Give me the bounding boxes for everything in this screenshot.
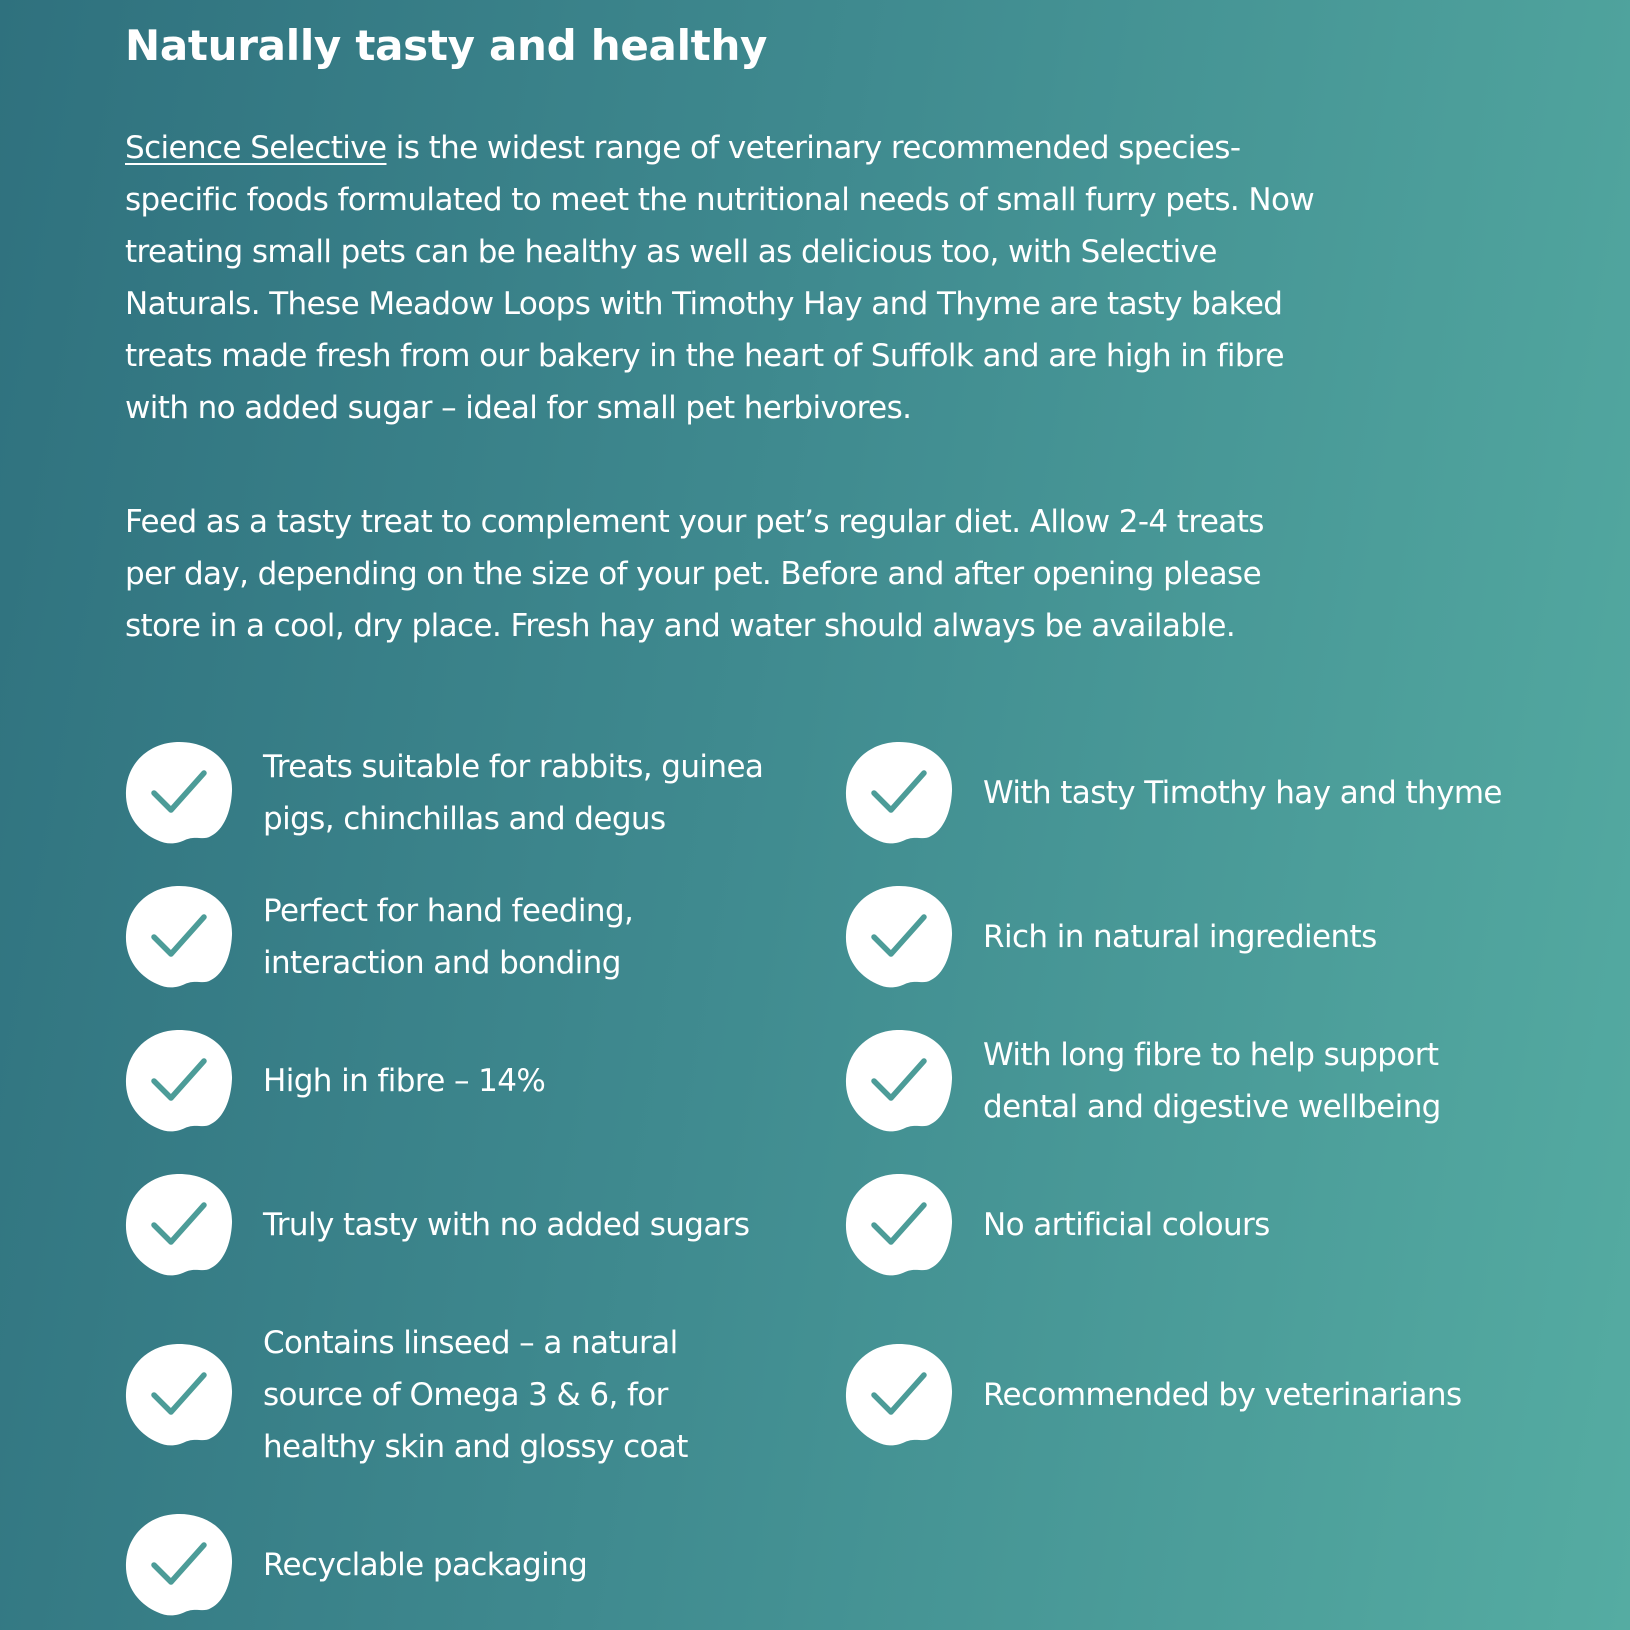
- check-icon: [845, 1343, 955, 1447]
- feature-text: High in fibre – 14%: [263, 1063, 546, 1099]
- feature-text: Truly tasty with no added sugars: [263, 1207, 750, 1243]
- check-icon: [845, 885, 955, 989]
- feature-text: Recommended by veterinarians: [983, 1377, 1462, 1413]
- feature-text: No artificial colours: [983, 1207, 1270, 1243]
- feeding-paragraph: Feed as a tasty treat to complement your pet’s regular diet. Allow 2-4 treats per day, depending on the size of your pet. Before and after opening please store in a cool, dry place. Fresh hay and water should always be available.: [125, 504, 1264, 644]
- feature-text: Perfect for hand feeding, interaction and bonding: [263, 893, 634, 981]
- check-icon: [125, 1343, 235, 1447]
- feature-text: With long fibre to help support dental and digestive wellbeing: [983, 1037, 1441, 1125]
- intro-paragraph: [125, 122, 1315, 434]
- check-icon: [125, 1173, 235, 1277]
- check-icon: [125, 1513, 235, 1617]
- check-icon: [125, 741, 235, 845]
- feature-text: With tasty Timothy hay and thyme: [983, 775, 1502, 811]
- section-title: Naturally tasty and healthy: [125, 21, 768, 70]
- feature-text: Rich in natural ingredients: [983, 919, 1377, 955]
- science-selective-link[interactable]: Science Selective: [125, 130, 387, 166]
- intro-text: is the widest range of veterinary recommended species-specific foods formulated to meet the nutritional needs of small furry pets. Now treating small pets can be healthy as well as delicious too, with Selective Naturals. These Meadow Loops with Timothy Hay and Thyme are tasty baked treats made fresh from our bakery in the heart of Suffolk and are high in fibre with no added sugar – ideal for small pet herbivores.: [125, 130, 1315, 426]
- check-icon: [845, 1173, 955, 1277]
- check-icon: [845, 1029, 955, 1133]
- feature-text: Treats suitable for rabbits, guinea pigs, chinchillas and degus: [263, 749, 764, 837]
- feature-text: Recyclable packaging: [263, 1547, 588, 1583]
- check-icon: [845, 741, 955, 845]
- check-icon: [125, 885, 235, 989]
- check-icon: [125, 1029, 235, 1133]
- feature-text: Contains linseed – a natural source of Omega 3 & 6, for healthy skin and glossy coat: [263, 1325, 688, 1465]
